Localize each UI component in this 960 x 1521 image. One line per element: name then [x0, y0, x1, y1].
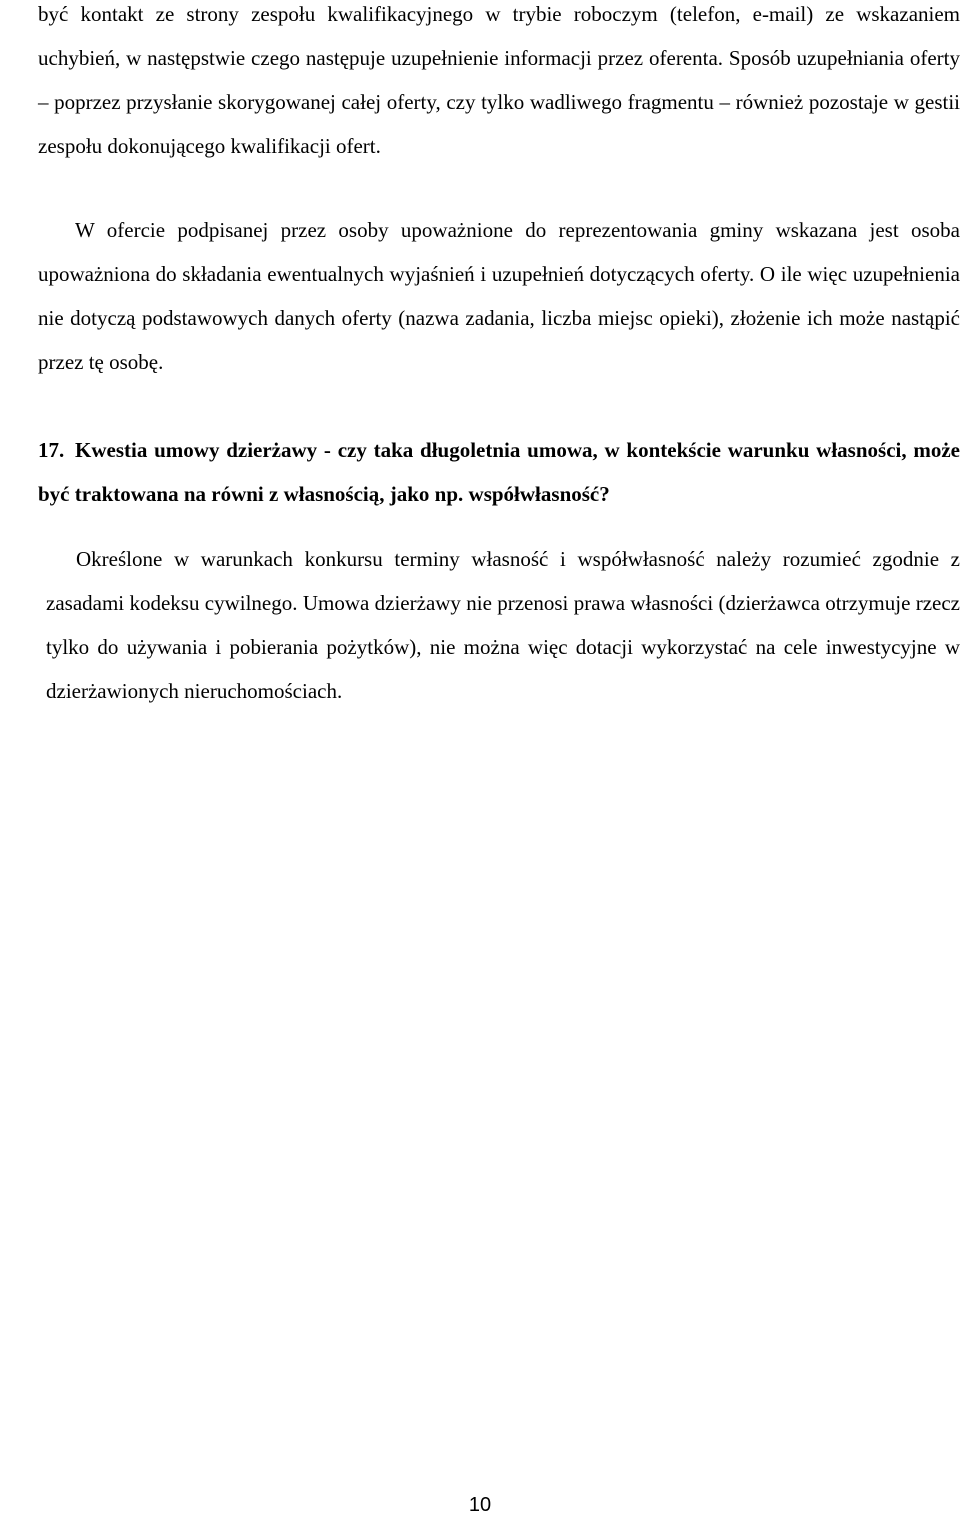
question-17 [38, 428, 960, 516]
answer-17: Określone w warunkach konkursu terminy własność i współwłasność należy rozumieć zgodnie z zasadami kodeksu cywilnego. Umowa dzierżawy nie przenosi prawa własności (dzierżawca otrzymuje rzecz tylko do używania i pobierania pożytków), nie można więc dotacji wykorzystać na cele inwestycyjne w dzierżawionych nieruchomościach. [46, 547, 960, 703]
question-number: 17. [38, 438, 65, 462]
page-number: 10 [468, 1494, 492, 1516]
question-text: Kwestia umowy dzierżawy - czy taka długoletnia umowa, w kontekście warunku własności, może być traktowana na równi z własnością, jako np. współwłasność? [38, 438, 960, 506]
paragraph-authorized-person: W ofercie podpisanej przez osoby upoważnione do reprezentowania gminy wskazana jest osoba upoważniona do składania ewentualnych wyjaśnień i uzupełnień dotyczących oferty. O ile więc uzupełnienia nie dotyczą podstawowych danych oferty (nazwa zadania, liczba miejsc opieki), złożenie ich może nastąpić przez tę osobę. [38, 218, 960, 374]
paragraph-offer-correction: być kontakt ze strony zespołu kwalifikacyjnego w trybie roboczym (telefon, e-mail) ze wskazaniem uchybień, w następstwie czego następuje uzupełnienie informacji przez oferenta. Sposób uzupełniania oferty – poprzez przysłanie skorygowanej całej oferty, czy tylko wadliwego fragmentu – również pozostaje w gestii zespołu dokonującego kwalifikacji ofert. [38, 2, 960, 158]
